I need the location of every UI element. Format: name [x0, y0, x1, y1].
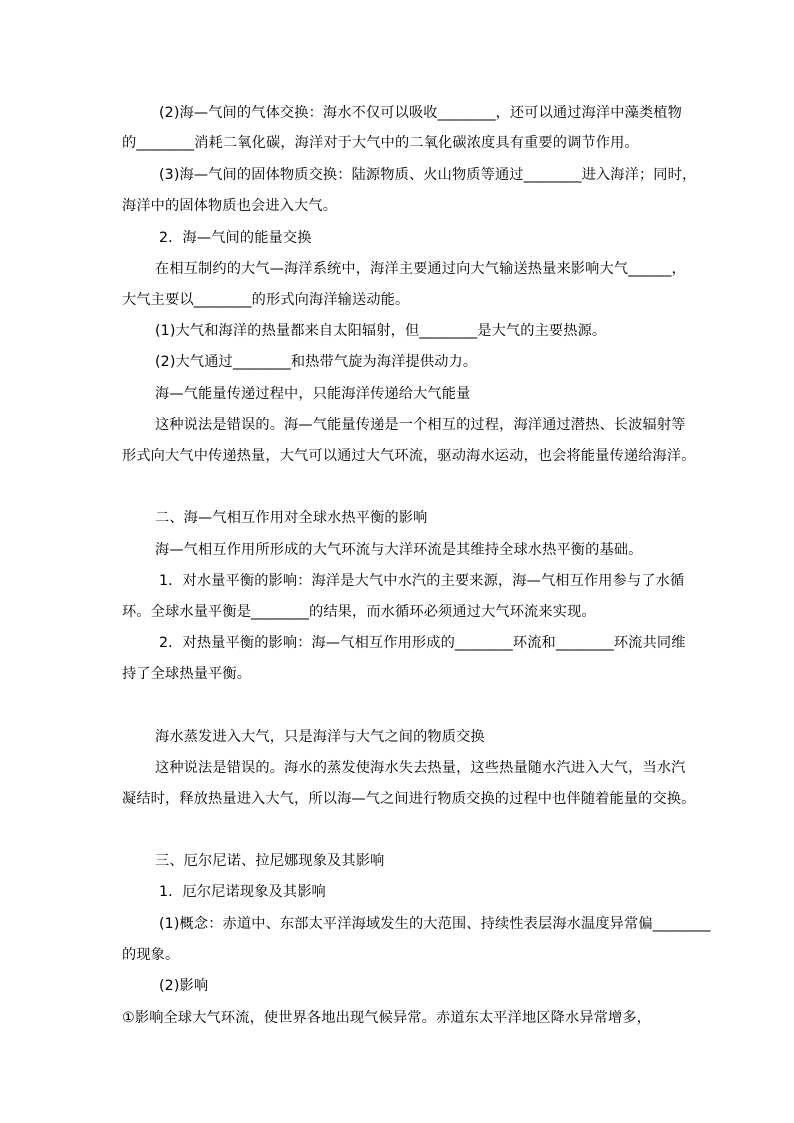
misconception-statement: 海—气能量传递过程中，只能海洋传递给大气能量	[155, 386, 471, 402]
text-line: (1)概念：赤道中、东部太平洋海域发生的大范围、持续性表层海水温度异常偏________	[159, 916, 711, 932]
text-line: 这种说法是错误的。海水的蒸发使海水失去热量，这些热量随水汽进入大气，当水汽	[155, 760, 686, 776]
text-line: 的________消耗二氧化碳，海洋对于大气中的二氧化碳浓度具有重要的调节作用。	[122, 135, 639, 151]
text-line-gas-exchange: (2)海—气间的气体交换：海水不仅可以吸收________，还可以通过海洋中藻类植物	[159, 105, 682, 121]
text-line: 海—气相互作用所形成的大气环流与大洋环流是其维持全球水热平衡的基础。	[155, 542, 643, 558]
text-line: ①影响全球大气环流，使世界各地出现气候异常。赤道东太平洋地区降水异常增多，	[122, 1010, 652, 1026]
text-line: 的现象。	[122, 947, 180, 963]
section-heading-2: 二、海—气相互作用对全球水热平衡的影响	[155, 510, 428, 526]
subheading-energy-exchange: 2．海—气间的能量交换	[159, 230, 312, 246]
text-line: (2)大气通过________和热带气旋为海洋提供动力。	[155, 354, 478, 370]
text-line: 海洋中的固体物质也会进入大气。	[122, 198, 338, 214]
text-line: (2)影响	[159, 978, 209, 994]
subheading-el-nino: 1．厄尔尼诺现象及其影响	[159, 884, 326, 900]
text-line-solid-exchange: (3)海—气间的固体物质交换：陆源物质、火山物质等通过________进入海洋；同时，	[159, 167, 697, 183]
text-line: 1．对水量平衡的影响：海洋是大气中水汽的主要来源，海—气相互作用参与了水循	[159, 573, 685, 589]
text-line: 环。全球水量平衡是________的结果，而水循环必须通过大气环流来实现。	[122, 604, 596, 620]
text-line: 凝结时，释放热量进入大气，所以海—气之间进行物质交换的过程中也伴随着能量的交换。	[122, 791, 696, 807]
section-heading-3: 三、厄尔尼诺、拉尼娜现象及其影响	[155, 853, 385, 869]
text-line: 2．对热量平衡的影响：海—气相互作用形成的________环流和________环流共同维	[159, 635, 686, 651]
misconception-statement: 海水蒸发进入大气，只是海洋与大气之间的物质交换	[155, 729, 485, 745]
text-line: (1)大气和海洋的热量都来自太阳辐射，但________是大气的主要热源。	[155, 323, 607, 339]
text-line: 形式向大气中传递热量，大气可以通过大气环流，驱动海水运动，也会将能量传递给海洋。	[122, 448, 696, 464]
text-line: 持了全球热量平衡。	[122, 666, 252, 682]
text-line: 在相互制约的大气—海洋系统中，海洋主要通过向大气输送热量来影响大气______，	[155, 261, 686, 277]
text-line: 这种说法是错误的。海—气能量传递是一个相互的过程，海洋通过潜热、长波辐射等	[155, 417, 686, 433]
text-line: 大气主要以________的形式向海洋输送动能。	[122, 292, 410, 308]
